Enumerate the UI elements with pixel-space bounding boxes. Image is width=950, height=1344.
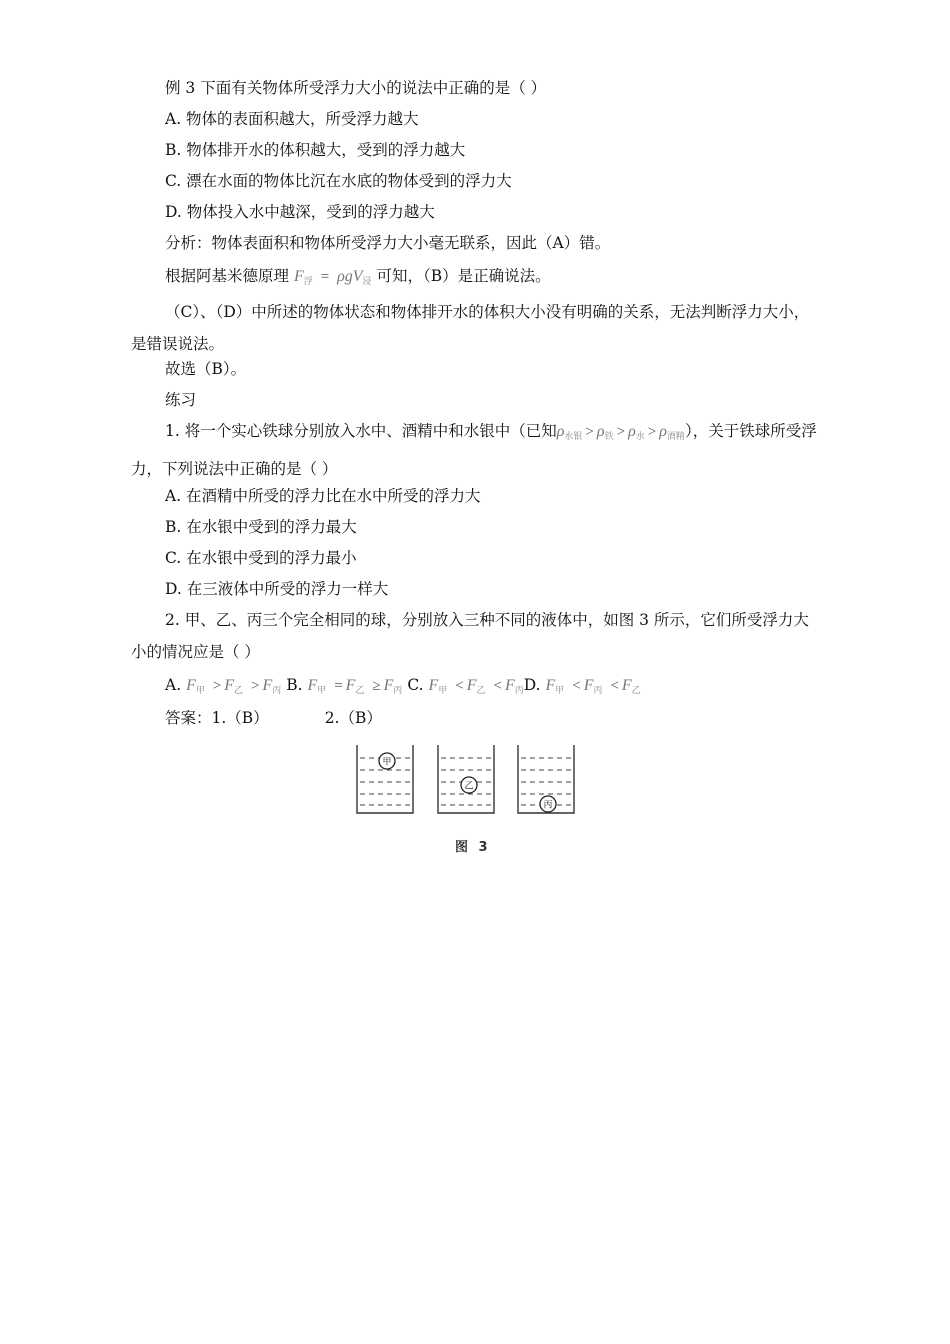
formula-sub-fu: 浮: [303, 277, 313, 287]
f-jia-b: F: [307, 677, 318, 694]
rho-3: ρ: [628, 423, 636, 440]
sub-yi-d: 乙: [631, 686, 641, 696]
q1-option-b: B. 在水银中受到的浮力最大: [165, 518, 357, 536]
gt-1: >: [585, 424, 594, 440]
f-yi-d: F: [621, 677, 632, 694]
example-option-a: A. 物体的表面积越大，所受浮力越大: [165, 110, 419, 128]
sub-jia-b: 甲: [317, 686, 327, 696]
formula-f: F: [293, 268, 304, 285]
sub-jia-d: 甲: [555, 686, 565, 696]
sub-jia-c: 甲: [438, 686, 448, 696]
op-b2: ≥: [372, 678, 381, 694]
f-jia-c: F: [428, 677, 439, 694]
question-2: 2. 甲、乙、丙三个完全相同的球，分别放入三种不同的液体中，如图 3 所示，它们所受浮力大小的情况应是（ ）: [131, 611, 809, 661]
formula-rho-g-v: ρgV: [337, 268, 363, 285]
answer-1: 答案：1.（B）: [165, 709, 269, 727]
op-a2: >: [251, 678, 260, 694]
formula-eq: =: [320, 269, 330, 285]
archimedes-line: [165, 265, 551, 293]
gt-3: >: [647, 424, 657, 440]
rho-4: ρ: [659, 423, 667, 440]
op-d1: <: [572, 678, 581, 694]
sub-bing-c: 丙: [514, 686, 524, 696]
op-b1: =: [334, 678, 343, 694]
q2-label-c: C.: [407, 676, 424, 694]
op-c1: <: [455, 678, 464, 694]
figure-caption: 图 3: [455, 840, 491, 855]
f-yi-c: F: [466, 677, 477, 694]
question-2-paragraph: [131, 604, 821, 668]
op-d2: <: [610, 678, 619, 694]
rho-2: ρ: [596, 423, 605, 440]
sub-tie: 铁: [604, 432, 614, 442]
gt-2: >: [616, 424, 626, 440]
answer-2: 2.（B）: [324, 709, 382, 727]
q2-options-line: [165, 674, 641, 702]
sub-bing-b: 丙: [393, 686, 403, 696]
archimedes-after: 可知，（B）是正确说法。: [376, 267, 551, 285]
ball-label-jia: 甲: [382, 757, 392, 768]
ball-label-bing: 丙: [543, 800, 553, 811]
q2-label-d: D.: [523, 676, 541, 694]
example-option-c: C. 漂在水面的物体比沉在水底的物体受到的浮力大: [165, 172, 512, 190]
f-jia-a: F: [186, 677, 196, 694]
analysis-text: 分析：物体表面积和物体所受浮力大小毫无联系，因此（A）错。: [165, 234, 611, 252]
conclusion-text: 故选（B）。: [165, 360, 247, 378]
sub-bing-a: 丙: [272, 686, 282, 696]
archimedes-before: 根据阿基米德原理: [165, 267, 290, 285]
sub-jiujing: 酒精: [666, 432, 685, 442]
formula-sub-jin: 浸: [362, 277, 372, 287]
f-bing-a: F: [262, 677, 273, 694]
q1-option-a: A. 在酒精中所受的浮力比在水中所受的浮力大: [165, 487, 481, 505]
f-yi-a: F: [224, 677, 235, 694]
sub-yi-b: 乙: [355, 686, 365, 696]
q2-label-a: A.: [165, 676, 182, 694]
example-title: 例 3 下面有关物体所受浮力大小的说法中正确的是（ ）: [165, 79, 547, 97]
q1-after: ），关于铁球所受浮力，下列说法中正确的是（ ）: [131, 422, 817, 478]
f-bing-b: F: [383, 677, 394, 694]
cd-note-paragraph: [131, 296, 821, 360]
sub-bing-d: 丙: [593, 686, 603, 696]
f-yi-b: F: [345, 677, 356, 694]
practice-heading: 练习: [165, 391, 197, 409]
sub-yi-c: 乙: [476, 686, 486, 696]
q1-option-d: D. 在三液体中所受的浮力一样大: [165, 580, 389, 598]
op-c2: <: [493, 678, 502, 694]
example-option-b: B. 物体排开水的体积越大，受到的浮力越大: [165, 141, 466, 159]
q2-label-b: B.: [286, 676, 303, 694]
sub-jia-a: 甲: [195, 686, 205, 696]
example-option-d: D. 物体投入水中越深，受到的浮力越大: [165, 203, 435, 221]
ball-label-yi: 乙: [464, 781, 474, 792]
question-1: [131, 415, 821, 485]
rho-1: ρ: [556, 423, 565, 440]
answer-line: [165, 707, 382, 729]
question-1-paragraph: [131, 415, 821, 485]
f-bing-c: F: [504, 677, 515, 694]
q1-option-c: C. 在水银中受到的浮力最小: [165, 549, 357, 567]
op-a1: >: [212, 678, 222, 694]
cd-note: （C）、（D）中所述的物体状态和物体排开水的体积大小没有明确的关系，无法判断浮力大小，是错误说法。: [131, 303, 810, 353]
q1-before: 1. 将一个实心铁球分别放入水中、酒精中和水银中（已知: [165, 422, 557, 440]
f-jia-d: F: [545, 677, 556, 694]
sub-shui: 水: [635, 432, 645, 442]
sub-shuiyin: 水银: [564, 432, 583, 442]
sub-yi-a: 乙: [234, 686, 244, 696]
f-bing-d: F: [583, 677, 594, 694]
